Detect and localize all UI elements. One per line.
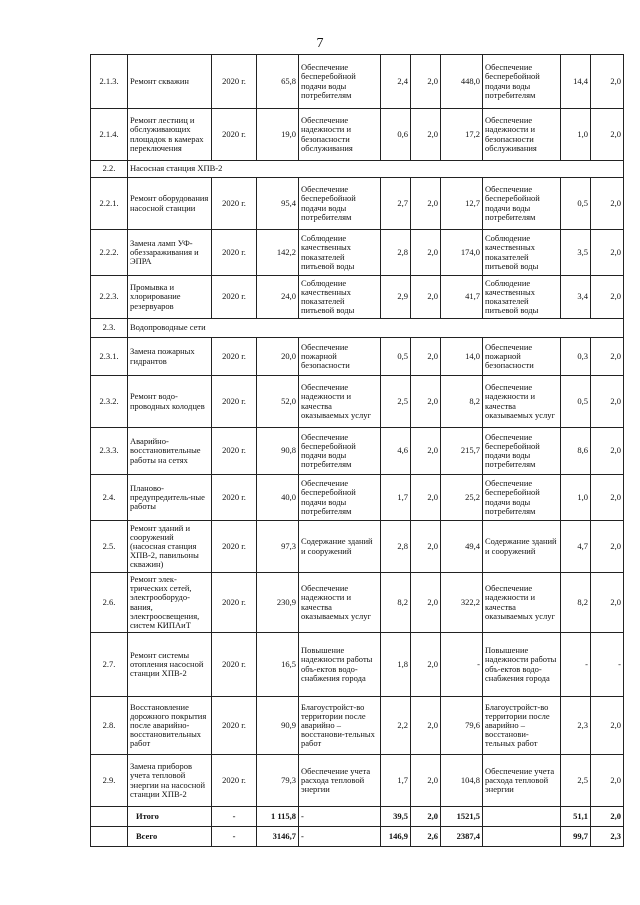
value-b-cell: 2,0 bbox=[411, 755, 441, 807]
value-c-cell: 8,6 bbox=[561, 428, 591, 475]
amount-cell: 322,2 bbox=[441, 573, 483, 633]
value-c-cell: 3,5 bbox=[561, 230, 591, 276]
value-a-cell: 0,6 bbox=[381, 109, 411, 161]
value-d-cell: 2,0 bbox=[591, 807, 624, 827]
value-a-cell: 39,5 bbox=[381, 807, 411, 827]
goal-cell: Обеспечение надежности и качества оказываемых услуг bbox=[299, 573, 381, 633]
work-name-cell: Ремонт скважин bbox=[128, 55, 212, 109]
effect-cell: Обеспечение учета расхода тепловой энергии bbox=[483, 755, 561, 807]
item-number-cell: 2.3.2. bbox=[91, 376, 128, 428]
amount-cell: 2387,4 bbox=[441, 827, 483, 847]
year-cell: 2020 г. bbox=[212, 697, 257, 755]
value-a-cell: 1,7 bbox=[381, 475, 411, 521]
year-cell: 2020 г. bbox=[212, 55, 257, 109]
effect-cell: Обеспечение надежности и качества оказываемых услуг bbox=[483, 573, 561, 633]
amount-cell: 8,2 bbox=[441, 376, 483, 428]
goal-cell: - bbox=[299, 807, 381, 827]
value-b-cell: 2,0 bbox=[411, 573, 441, 633]
cost-cell: 1 115,8 bbox=[257, 807, 299, 827]
work-name-cell: Восстановление дорожного покрытия после аварийно-восстановительных работ bbox=[128, 697, 212, 755]
work-name-cell: Ремонт зданий и сооружений (насосная станция ХПВ-2, павильоны скважин) bbox=[128, 521, 212, 573]
goal-cell: Соблюдение качественных показателей питьевой воды bbox=[299, 276, 381, 319]
value-a-cell: 1,7 bbox=[381, 755, 411, 807]
amount-cell: 49,4 bbox=[441, 521, 483, 573]
value-a-cell: 0,5 bbox=[381, 338, 411, 376]
value-d-cell: 2,0 bbox=[591, 573, 624, 633]
table-row bbox=[91, 338, 624, 376]
value-b-cell: 2,0 bbox=[411, 428, 441, 475]
cost-cell: 79,3 bbox=[257, 755, 299, 807]
value-b-cell: 2,0 bbox=[411, 697, 441, 755]
value-c-cell: 0,5 bbox=[561, 178, 591, 230]
table-row bbox=[91, 633, 624, 697]
year-cell: 2020 г. bbox=[212, 475, 257, 521]
value-c-cell: 99,7 bbox=[561, 827, 591, 847]
cost-cell: 90,8 bbox=[257, 428, 299, 475]
work-name-cell: Замена приборов учета тепловой энергии на насосной станции ХПВ-2 bbox=[128, 755, 212, 807]
goal-cell: Обеспечение бесперебойной подачи воды потребителям bbox=[299, 178, 381, 230]
cost-cell: 52,0 bbox=[257, 376, 299, 428]
cost-cell: 20,0 bbox=[257, 338, 299, 376]
effect-cell: Обеспечение надежности и безопасности обслуживания bbox=[483, 109, 561, 161]
section-row bbox=[91, 161, 624, 178]
value-d-cell: 2,0 bbox=[591, 338, 624, 376]
repair-plan-table bbox=[90, 54, 624, 847]
item-number-cell: 2.5. bbox=[91, 521, 128, 573]
work-name-cell: Ремонт оборудования насосной станции bbox=[128, 178, 212, 230]
year-cell: 2020 г. bbox=[212, 338, 257, 376]
value-d-cell: - bbox=[591, 633, 624, 697]
item-number-cell: 2.4. bbox=[91, 475, 128, 521]
goal-cell: Благоустройст-во территории после аварийно – восстанови-тельных работ bbox=[299, 697, 381, 755]
goal-cell: Обеспечение бесперебойной подачи воды потребителям bbox=[299, 475, 381, 521]
value-d-cell: 2,0 bbox=[591, 109, 624, 161]
table-row bbox=[91, 755, 624, 807]
cost-cell: 19,0 bbox=[257, 109, 299, 161]
value-d-cell: 2,0 bbox=[591, 755, 624, 807]
value-a-cell: 4,6 bbox=[381, 428, 411, 475]
effect-cell: Благоустройст-во территории после аварийно – восстанови-тельных работ bbox=[483, 697, 561, 755]
value-a-cell: 2,7 bbox=[381, 178, 411, 230]
work-name-cell: Всего bbox=[128, 827, 212, 847]
value-a-cell: 8,2 bbox=[381, 573, 411, 633]
value-b-cell: 2,6 bbox=[411, 827, 441, 847]
total-row bbox=[91, 807, 624, 827]
item-number-cell: 2.3.1. bbox=[91, 338, 128, 376]
year-cell: - bbox=[212, 807, 257, 827]
work-name-cell: Замена ламп УФ-обеззараживания и ЭПРА bbox=[128, 230, 212, 276]
goal-cell: Обеспечение бесперебойной подачи воды потребителям bbox=[299, 428, 381, 475]
effect-cell: Содержание зданий и сооружений bbox=[483, 521, 561, 573]
value-c-cell: 3,4 bbox=[561, 276, 591, 319]
cost-cell: 3146,7 bbox=[257, 827, 299, 847]
cost-cell: 65,8 bbox=[257, 55, 299, 109]
effect-cell: Соблюдение качественных показателей питьевой воды bbox=[483, 276, 561, 319]
table-row bbox=[91, 276, 624, 319]
table-row bbox=[91, 428, 624, 475]
item-number-cell: 2.1.4. bbox=[91, 109, 128, 161]
work-name-cell: Планово-предупредитель-ные работы bbox=[128, 475, 212, 521]
table-row bbox=[91, 521, 624, 573]
effect-cell: Соблюдение качественных показателей питьевой воды bbox=[483, 230, 561, 276]
value-d-cell: 2,0 bbox=[591, 475, 624, 521]
goal-cell: - bbox=[299, 827, 381, 847]
amount-cell: 41,7 bbox=[441, 276, 483, 319]
value-a-cell: 146,9 bbox=[381, 827, 411, 847]
value-d-cell: 2,0 bbox=[591, 230, 624, 276]
value-b-cell: 2,0 bbox=[411, 276, 441, 319]
year-cell: 2020 г. bbox=[212, 276, 257, 319]
work-name-cell: Итого bbox=[128, 807, 212, 827]
item-number-cell: 2.3.3. bbox=[91, 428, 128, 475]
work-name-cell: Ремонт водо-проводных колодцев bbox=[128, 376, 212, 428]
year-cell: 2020 г. bbox=[212, 230, 257, 276]
value-b-cell: 2,0 bbox=[411, 521, 441, 573]
value-c-cell: 0,3 bbox=[561, 338, 591, 376]
table-row bbox=[91, 109, 624, 161]
amount-cell: 448,0 bbox=[441, 55, 483, 109]
year-cell: 2020 г. bbox=[212, 428, 257, 475]
cost-cell: 24,0 bbox=[257, 276, 299, 319]
goal-cell: Повышение надежности работы объ-ектов водо-снабжения города bbox=[299, 633, 381, 697]
cost-cell: 40,0 bbox=[257, 475, 299, 521]
amount-cell: 215,7 bbox=[441, 428, 483, 475]
item-number-cell: 2.1.3. bbox=[91, 55, 128, 109]
goal-cell: Обеспечение учета расхода тепловой энергии bbox=[299, 755, 381, 807]
effect-cell: Обеспечение бесперебойной подачи воды потребителям bbox=[483, 475, 561, 521]
amount-cell: 25,2 bbox=[441, 475, 483, 521]
cost-cell: 95,4 bbox=[257, 178, 299, 230]
cost-cell: 16,5 bbox=[257, 633, 299, 697]
value-d-cell: 2,0 bbox=[591, 376, 624, 428]
goal-cell: Соблюдение качественных показателей питьевой воды bbox=[299, 230, 381, 276]
item-number-cell bbox=[91, 807, 128, 827]
table-row bbox=[91, 573, 624, 633]
item-number-cell: 2.9. bbox=[91, 755, 128, 807]
table-row bbox=[91, 475, 624, 521]
value-b-cell: 2,0 bbox=[411, 807, 441, 827]
value-d-cell: 2,0 bbox=[591, 697, 624, 755]
item-number-cell: 2.2.1. bbox=[91, 178, 128, 230]
value-d-cell: 2,0 bbox=[591, 178, 624, 230]
value-c-cell: 1,0 bbox=[561, 475, 591, 521]
item-number-cell: 2.2.2. bbox=[91, 230, 128, 276]
effect-cell: Повышение надежности работы объ-ектов водо-снабжения города bbox=[483, 633, 561, 697]
value-a-cell: 1,8 bbox=[381, 633, 411, 697]
table-row bbox=[91, 697, 624, 755]
cost-cell: 97,3 bbox=[257, 521, 299, 573]
value-d-cell: 2,0 bbox=[591, 55, 624, 109]
amount-cell: 12,7 bbox=[441, 178, 483, 230]
item-number-cell: 2.6. bbox=[91, 573, 128, 633]
table-row bbox=[91, 376, 624, 428]
amount-cell: 1521,5 bbox=[441, 807, 483, 827]
effect-cell: Обеспечение надежности и качества оказываемых услуг bbox=[483, 376, 561, 428]
table-row bbox=[91, 178, 624, 230]
amount-cell: 17,2 bbox=[441, 109, 483, 161]
amount-cell: 174,0 bbox=[441, 230, 483, 276]
value-b-cell: 2,0 bbox=[411, 109, 441, 161]
value-b-cell: 2,0 bbox=[411, 633, 441, 697]
total-row bbox=[91, 827, 624, 847]
value-b-cell: 2,0 bbox=[411, 178, 441, 230]
section-title: Водопроводные сети bbox=[128, 319, 624, 338]
effect-cell: Обеспечение бесперебойной подачи воды потребителям bbox=[483, 178, 561, 230]
item-number-cell bbox=[91, 827, 128, 847]
goal-cell: Содержание зданий и сооружений bbox=[299, 521, 381, 573]
section-number: 2.2. bbox=[91, 161, 128, 178]
section-title: Насосная станция ХПВ-2 bbox=[128, 161, 624, 178]
value-a-cell: 2,5 bbox=[381, 376, 411, 428]
value-c-cell: 2,3 bbox=[561, 697, 591, 755]
year-cell: 2020 г. bbox=[212, 109, 257, 161]
cost-cell: 142,2 bbox=[257, 230, 299, 276]
work-name-cell: Ремонт элек-трических сетей, электрооборудо-вания, электроосвещения, систем КИПАиТ bbox=[128, 573, 212, 633]
value-c-cell: 4,7 bbox=[561, 521, 591, 573]
year-cell: 2020 г. bbox=[212, 573, 257, 633]
value-a-cell: 2,8 bbox=[381, 521, 411, 573]
goal-cell: Обеспечение бесперебойной подачи воды потребителям bbox=[299, 55, 381, 109]
year-cell: 2020 г. bbox=[212, 755, 257, 807]
work-name-cell: Ремонт лестниц и обслуживающих площадок в камерах переключения bbox=[128, 109, 212, 161]
year-cell: 2020 г. bbox=[212, 178, 257, 230]
value-b-cell: 2,0 bbox=[411, 55, 441, 109]
effect-cell bbox=[483, 827, 561, 847]
work-name-cell: Ремонт системы отопления насосной станции ХПВ-2 bbox=[128, 633, 212, 697]
effect-cell: Обеспечение пожарной безопасности bbox=[483, 338, 561, 376]
value-d-cell: 2,3 bbox=[591, 827, 624, 847]
amount-cell: 104,8 bbox=[441, 755, 483, 807]
value-b-cell: 2,0 bbox=[411, 376, 441, 428]
year-cell: 2020 г. bbox=[212, 633, 257, 697]
goal-cell: Обеспечение пожарной безопасности bbox=[299, 338, 381, 376]
year-cell: 2020 г. bbox=[212, 521, 257, 573]
value-d-cell: 2,0 bbox=[591, 521, 624, 573]
goal-cell: Обеспечение надежности и безопасности обслуживания bbox=[299, 109, 381, 161]
value-b-cell: 2,0 bbox=[411, 475, 441, 521]
section-number: 2.3. bbox=[91, 319, 128, 338]
section-row bbox=[91, 319, 624, 338]
value-a-cell: 2,2 bbox=[381, 697, 411, 755]
work-name-cell: Замена пожарных гидрантов bbox=[128, 338, 212, 376]
value-c-cell: 51,1 bbox=[561, 807, 591, 827]
page-number: 7 bbox=[316, 36, 324, 51]
amount-cell: 14,0 bbox=[441, 338, 483, 376]
value-b-cell: 2,0 bbox=[411, 230, 441, 276]
year-cell: - bbox=[212, 827, 257, 847]
value-c-cell: 2,5 bbox=[561, 755, 591, 807]
table-row bbox=[91, 230, 624, 276]
item-number-cell: 2.2.3. bbox=[91, 276, 128, 319]
value-c-cell: - bbox=[561, 633, 591, 697]
year-cell: 2020 г. bbox=[212, 376, 257, 428]
effect-cell bbox=[483, 807, 561, 827]
work-name-cell: Аварийно-восстановительные работы на сетях bbox=[128, 428, 212, 475]
cost-cell: 90,9 bbox=[257, 697, 299, 755]
item-number-cell: 2.8. bbox=[91, 697, 128, 755]
amount-cell: - bbox=[441, 633, 483, 697]
table-row bbox=[91, 55, 624, 109]
effect-cell: Обеспечение бесперебойной подачи воды потребителям bbox=[483, 428, 561, 475]
cost-cell: 230,9 bbox=[257, 573, 299, 633]
value-c-cell: 14,4 bbox=[561, 55, 591, 109]
value-c-cell: 0,5 bbox=[561, 376, 591, 428]
value-a-cell: 2,8 bbox=[381, 230, 411, 276]
work-name-cell: Промывка и хлорирование резервуаров bbox=[128, 276, 212, 319]
value-b-cell: 2,0 bbox=[411, 338, 441, 376]
amount-cell: 79,6 bbox=[441, 697, 483, 755]
item-number-cell: 2.7. bbox=[91, 633, 128, 697]
goal-cell: Обеспечение надежности и качества оказываемых услуг bbox=[299, 376, 381, 428]
value-a-cell: 2,9 bbox=[381, 276, 411, 319]
value-d-cell: 2,0 bbox=[591, 276, 624, 319]
value-a-cell: 2,4 bbox=[381, 55, 411, 109]
effect-cell: Обеспечение бесперебойной подачи воды потребителям bbox=[483, 55, 561, 109]
value-d-cell: 2,0 bbox=[591, 428, 624, 475]
value-c-cell: 8,2 bbox=[561, 573, 591, 633]
value-c-cell: 1,0 bbox=[561, 109, 591, 161]
